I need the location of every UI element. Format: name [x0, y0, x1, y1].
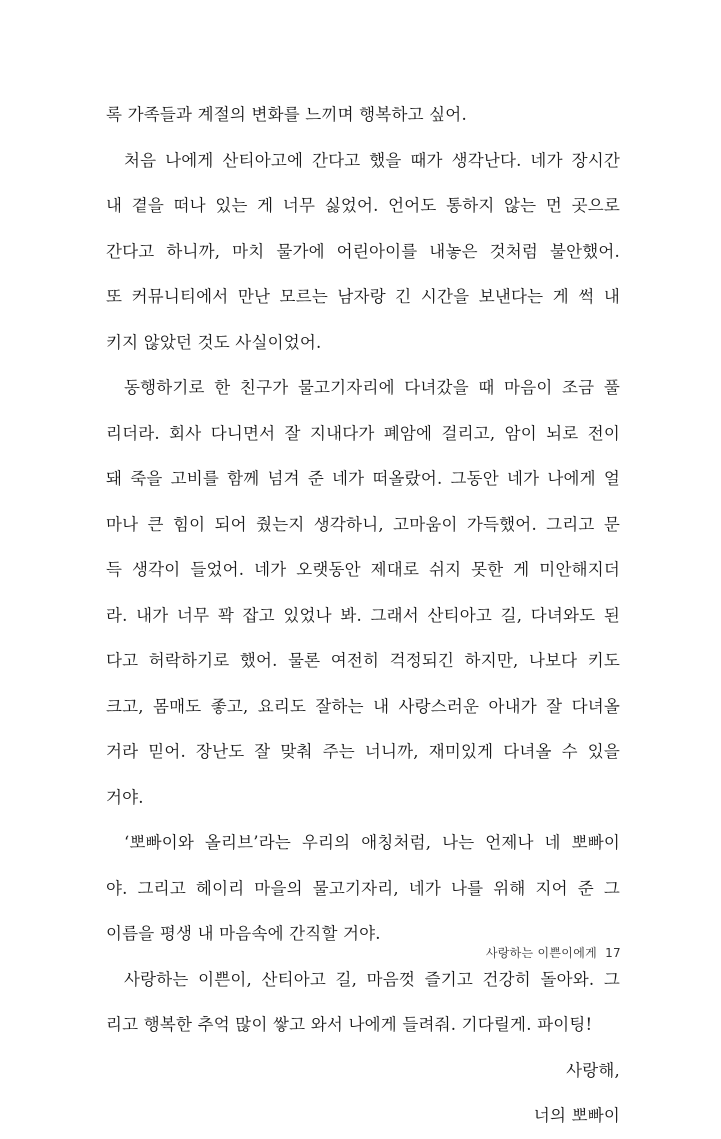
text-line: 거라 믿어. 장난도 잘 맞춰 주는 너니까, 재미있게 다녀올 수 있을: [106, 742, 620, 761]
text-line: 리더라. 회사 다니면서 잘 지내다가 폐암에 걸리고, 암이 뇌로 전이: [106, 423, 620, 443]
signature: 너의 뽀빠이: [533, 1106, 620, 1125]
text-line: 내 곁을 떠나 있는 게 너무 싫었어. 언어도 통하지 않는 먼 곳으로: [106, 196, 620, 215]
paragraph-start-line: 동행하기로 한 친구가 물고기자리에 다녀갔을 때 마음이 조금 풀: [124, 378, 620, 397]
text-line: 록 가족들과 계절의 변화를 느끼며 행복하고 싶어.: [106, 105, 467, 124]
closing-salutation: 사랑해,: [566, 1060, 620, 1080]
text-line: 마나 큰 힘이 되어 줬는지 생각하니, 고마움이 가득했어. 그리고 문: [106, 514, 620, 534]
paragraph-start-line: 사랑하는 이쁜이, 산티아고 길, 마음껏 즐기고 건강히 돌아와. 그: [124, 969, 620, 989]
text-line: 득 생각이 들었어. 네가 오랫동안 제대로 쉬지 못한 게 미안해지더: [106, 560, 620, 579]
text-line: 또 커뮤니티에서 만난 모르는 남자랑 긴 시간을 보낸다는 게 썩 내: [106, 287, 620, 306]
page-footer: [486, 944, 621, 961]
paragraph-end-line: 거야.: [106, 787, 144, 807]
text-line: 다고 허락하기로 했어. 물론 여전히 걱정되긴 하지만, 나보다 키도: [106, 651, 620, 670]
paragraph-start-line: ‘뽀빠이와 올리브’라는 우리의 애칭처럼, 나는 언제나 네 뽀빠이: [124, 833, 620, 852]
letter-body: [106, 92, 620, 1139]
paragraph-start-line: 처음 나에게 산티아고에 간다고 했을 때가 생각난다. 네가 장시간: [124, 150, 620, 170]
paragraph-end-line: 이름을 평생 내 마음속에 간직할 거야.: [106, 924, 381, 943]
text-line: 간다고 하니까, 마치 물가에 어린아이를 내놓은 것처럼 불안했어.: [106, 241, 620, 261]
paragraph-end-line: 키지 않았던 것도 사실이었어.: [106, 332, 322, 352]
text-line: 야. 그리고 헤이리 마을의 물고기자리, 네가 나를 위해 지어 준 그: [106, 878, 620, 898]
running-title: 사랑하는 이쁜이에게: [485, 946, 597, 960]
text-line: 크고, 몸매도 좋고, 요리도 잘하는 내 사랑스러운 아내가 잘 다녀올: [106, 696, 620, 716]
page-number: 17: [605, 946, 621, 960]
paragraph-end-line: 리고 행복한 추억 많이 쌓고 와서 나에게 들려줘. 기다릴게. 파이팅!: [106, 1015, 593, 1034]
text-line: 돼 죽을 고비를 함께 넘겨 준 네가 떠올랐어. 그동안 네가 나에게 얼: [106, 469, 620, 488]
text-line: 라. 내가 너무 꽉 잡고 있었나 봐. 그래서 산티아고 길, 다녀와도 된: [106, 605, 620, 625]
